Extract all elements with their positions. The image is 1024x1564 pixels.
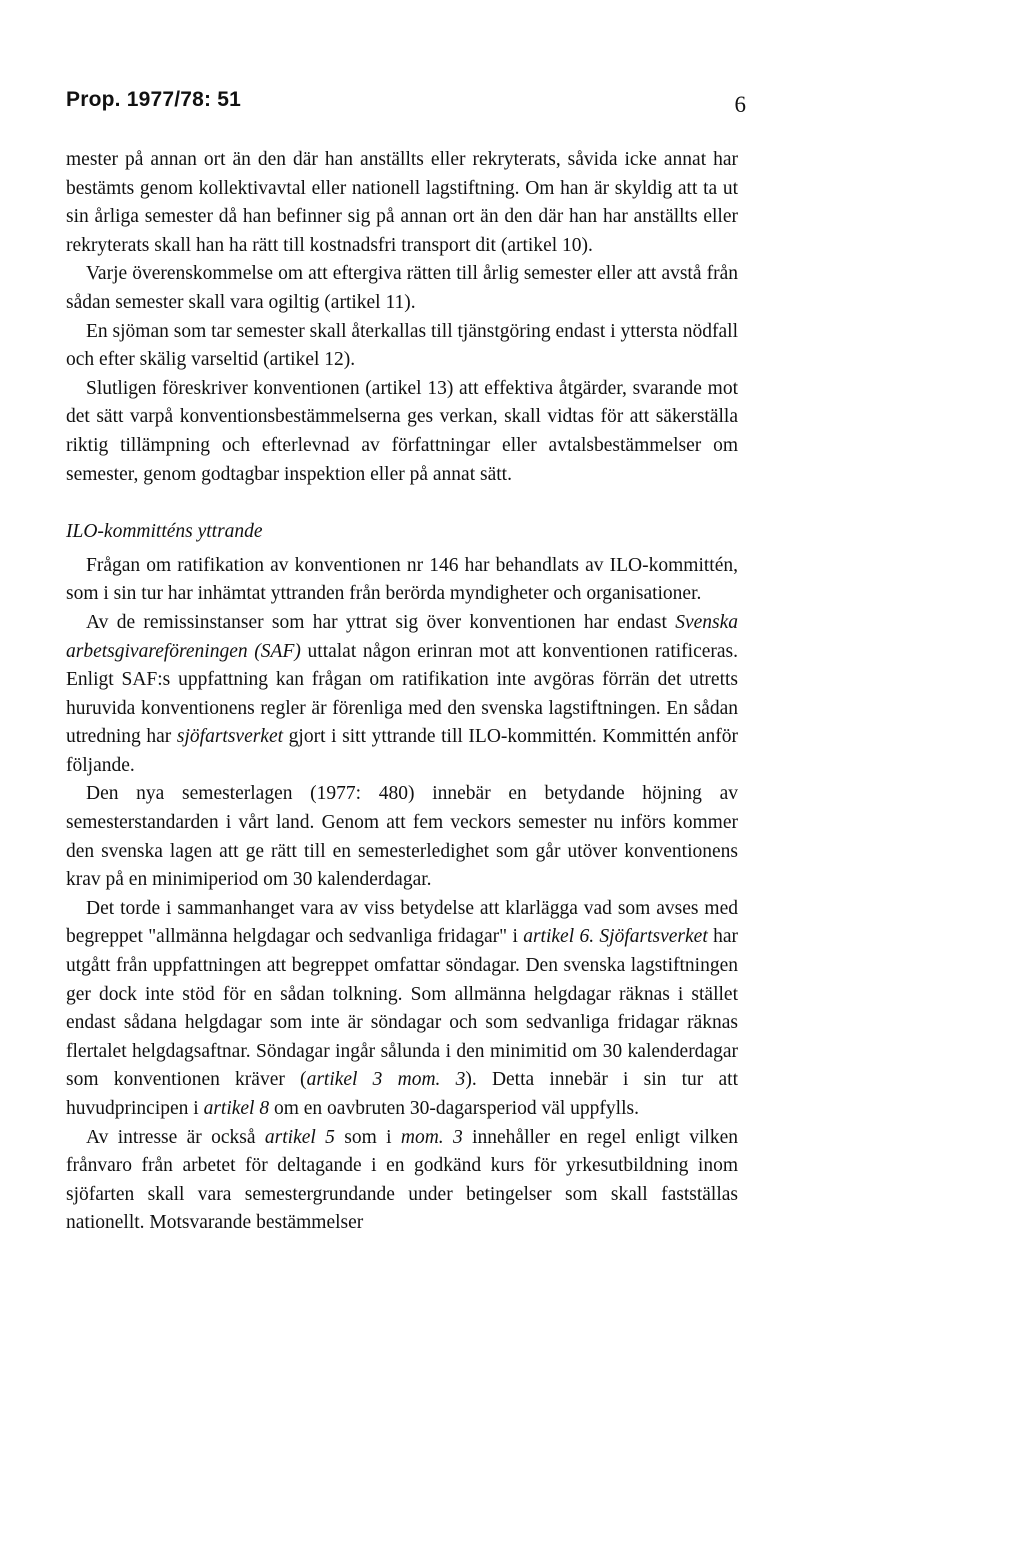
paragraph-article-13: Slutligen föreskriver konventionen (artikel 13) att effektiva åtgärder, svarande mot det sätt varpå konventionsbestämmelserna ges verkan, skall vidtas för att säkerställa riktig tillämpning och efterlevnad av författningar eller avtalsbestämmelser om semester, genom godtagbar inspektion eller på annat sätt. bbox=[66, 377, 738, 485]
italic-reference: artikel 5 bbox=[264, 1126, 335, 1148]
document-reference: Prop. 1977/78: 51 bbox=[66, 88, 241, 111]
body-text bbox=[66, 146, 738, 1238]
text-run: Det torde i sammanhanget vara av viss betydelse att klarlägga vad som avses med begreppet "allmänna helgdagar och sedvanliga fridagar" i bbox=[66, 897, 738, 948]
paragraph-helgdagar bbox=[66, 895, 738, 1124]
text-run: innehåller en regel enligt vilken frånvaro från arbetet för deltagande i en godkänd kurs för yrkesutbildning inom sjöfarten skall vara semestergrundande under betingelser som skall fastställas nationellt. Motsvarande bestämmelser bbox=[66, 1126, 738, 1234]
text-run: gjort i sitt yttrande till ILO-kommittén. Kommittén anför följande. bbox=[66, 726, 739, 776]
page-header bbox=[66, 88, 746, 128]
text-run: som i bbox=[334, 1126, 401, 1148]
page-number: 6 bbox=[734, 92, 746, 117]
paragraph-continuation: mester på annan ort än den där han anställts eller rekryterats, såvida icke annat har bestämts genom kollektivavtal eller nationell lagstiftning. Om han är skyldig att ta ut sin årliga semester då han befinner sig på annan ort än den där han har anställts eller rekryterats skall han ha rätt till kostnadsfri transport dit (artikel 10). bbox=[66, 149, 738, 256]
text-run: Av intresse är också bbox=[86, 1126, 265, 1148]
paragraph-artikel-5 bbox=[66, 1124, 738, 1238]
paragraph-remissinstanser bbox=[66, 609, 738, 781]
text-run: ). Detta innebär i sin tur att huvudprincipen i bbox=[66, 1069, 738, 1119]
italic-reference: mom. 3 bbox=[400, 1126, 463, 1148]
italic-reference: artikel 8 bbox=[203, 1098, 270, 1119]
text-run: har utgått från uppfattningen att begreppet omfattar söndagar. Den svenska lagstiftningen ger dock inte stöd för en sådan tolkning. Som allmänna helgdagar räknas i stället endast sådana helgdagar som inte är söndagar och som sedvanliga fridagar räknas flertalet helgdagsaftnar. Söndagar ingår sålunda i den minimitid om 30 kalenderdagar som konventionen kräver ( bbox=[66, 926, 738, 1091]
section-heading: ILO-kommitténs yttrande bbox=[66, 521, 263, 543]
paragraph-semesterlagen: Den nya semesterlagen (1977: 480) innebär en betydande höjning av semesterstandarden i vårt land. Genom att fem veckors semester nu införs kommer den svenska lagen att ge rätt till en semesterledighet som går utöver konventionens krav på en minimiperiod om 30 kalenderdagar. bbox=[66, 783, 738, 891]
italic-reference: artikel 3 mom. 3 bbox=[306, 1069, 466, 1091]
text-run: om en oavbruten 30-dagarsperiod väl uppfylls. bbox=[269, 1098, 639, 1119]
text-run: uttalat någon erinran mot att konventionen ratificeras. Enligt SAF:s uppfattning kan frågan om ratifikation inte avgöras förrän det utretts huruvida konventionens regler är förenliga med den svenska lagstiftningen. En sådan utredning har bbox=[66, 640, 738, 748]
italic-organisation: Svenska arbetsgivareföreningen (SAF) bbox=[66, 611, 738, 662]
paragraph-article-12: En sjöman som tar semester skall återkallas till tjänstgöring endast i yttersta nödfall och efter skälig varseltid (artikel 12). bbox=[66, 320, 739, 371]
italic-authority: sjöfartsverket bbox=[176, 726, 284, 748]
text-run: Av de remissinstanser som har yttrat sig över konventionen har endast bbox=[86, 611, 676, 633]
paragraph-article-11: Varje överenskommelse om att eftergiva rätten till årlig semester eller att avstå från sådan semester skall vara ogiltig (artikel 11). bbox=[66, 263, 738, 313]
italic-reference: artikel 6. Sjöfartsverket bbox=[523, 926, 708, 948]
paragraph-ratification: Frågan om ratifikation av konventionen nr 146 har behandlats av ILO-kommittén, som i sin tur har inhämtat yttranden från berörda myndigheter och organisationer. bbox=[66, 554, 738, 605]
